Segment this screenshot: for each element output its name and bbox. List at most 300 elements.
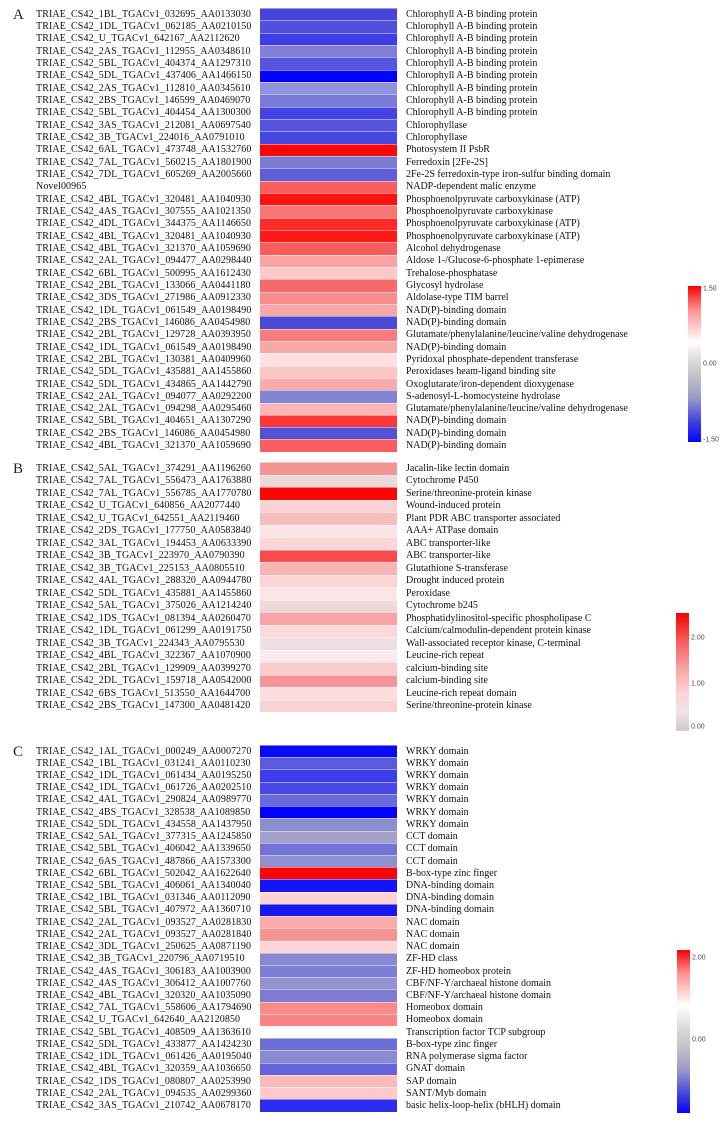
gene-id: TRIAE_CS42_7AL_TGACv1_556785_AA1770780 — [36, 487, 252, 499]
heatmap-cell — [260, 1002, 397, 1014]
heatmap-row — [0, 181, 724, 193]
heatmap-row — [0, 1026, 724, 1038]
heatmap-row — [0, 525, 724, 538]
heatmap-cell — [260, 500, 397, 513]
heatmap-row — [0, 193, 724, 205]
annotation-label: Serine/threonine-protein kinase — [406, 700, 532, 712]
heatmap-cell — [260, 687, 397, 700]
heatmap-cell — [260, 916, 397, 928]
heatmap-row — [0, 600, 724, 613]
heatmap-cell — [260, 612, 397, 625]
heatmap-row — [0, 475, 724, 488]
heatmap-row — [0, 855, 724, 867]
annotation-label: NAD(P)-binding domain — [406, 440, 507, 452]
colorbar-tick-label: 1.00 — [691, 680, 705, 688]
gene-id: TRIAE_CS42_3AS_TGACv1_210742_AA0678170 — [36, 1099, 251, 1111]
annotation-label: WRKY domain — [406, 745, 469, 757]
gene-id: TRIAE_CS42_5AL_TGACv1_375026_AA1214240 — [36, 600, 252, 612]
annotation-label: ABC transporter-like — [406, 537, 491, 549]
annotation-label: Leucine-rich repeat — [406, 650, 485, 662]
heatmap-cell — [260, 855, 397, 867]
heatmap-cell — [260, 575, 397, 588]
annotation-label: Peroxidase — [406, 587, 450, 599]
heatmap-row — [0, 625, 724, 638]
heatmap-cell — [260, 782, 397, 794]
heatmap-row — [0, 818, 724, 830]
gene-id: TRIAE_CS42_4BL_TGACv1_321370_AA1059690 — [36, 440, 251, 452]
heatmap-row — [0, 1014, 724, 1026]
annotation-label: CBF/NF-Y/archaeal histone domain — [406, 989, 551, 1001]
annotation-label: CCT domain — [406, 843, 458, 855]
gene-id: TRIAE_CS42_2AL_TGACv1_094535_AA0299360 — [36, 1087, 252, 1099]
gene-id: TRIAE_CS42_6AS_TGACv1_487866_AA1573300 — [36, 855, 251, 867]
colorbar-tick-label: 1.50 — [703, 285, 717, 293]
heatmap-row — [0, 403, 724, 415]
heatmap-row — [0, 879, 724, 891]
gene-id: TRIAE_CS42_2BL_TGACv1_133066_AA0441180 — [36, 279, 251, 291]
annotation-label: Calcium/calmodulin-dependent protein kinase — [406, 625, 591, 637]
gene-id: TRIAE_CS42_2DS_TGACv1_177750_AA0583840 — [36, 525, 251, 537]
gene-id: TRIAE_CS42_5DL_TGACv1_434558_AA1437950 — [36, 818, 252, 830]
heatmap-row — [0, 904, 724, 916]
heatmap-cell — [260, 1050, 397, 1062]
gene-id: TRIAE_CS42_7DL_TGACv1_605269_AA2005660 — [36, 168, 252, 180]
gene-id: TRIAE_CS42_5BL_TGACv1_404651_AA1307290 — [36, 415, 251, 427]
heatmap-cell — [260, 193, 397, 205]
annotation-label: NAD(P)-binding domain — [406, 304, 507, 316]
heatmap-row — [0, 989, 724, 1001]
heatmap-row — [0, 279, 724, 291]
heatmap-cell — [260, 1026, 397, 1038]
gene-id: TRIAE_CS42_7AL_TGACv1_558606_AA1794690 — [36, 1002, 252, 1014]
gene-id: TRIAE_CS42_5BL_TGACv1_404454_AA1300300 — [36, 107, 251, 119]
heatmap-row — [0, 304, 724, 316]
heatmap-cell — [260, 33, 397, 45]
heatmap-cell — [260, 131, 397, 143]
heatmap-row — [0, 977, 724, 989]
annotation-label: Homeobox domain — [406, 1002, 483, 1014]
heatmap-row — [0, 329, 724, 341]
heatmap-cell — [260, 831, 397, 843]
gene-id: TRIAE_CS42_3B_TGACv1_220796_AA0719510 — [36, 953, 245, 965]
gene-id: TRIAE_CS42_2AL_TGACv1_094477_AA0298440 — [36, 255, 252, 267]
gene-id: TRIAE_CS42_U_TGACv1_642551_AA2119460 — [36, 512, 240, 524]
annotation-label: 2Fe-2S ferredoxin-type iron-sulfur binding domain — [406, 168, 611, 180]
gene-id: TRIAE_CS42_1DL_TGACv1_061426_AA0195040 — [36, 1051, 252, 1063]
gene-id: TRIAE_CS42_5DL_TGACv1_437406_AA1466150 — [36, 70, 252, 82]
annotation-label: calcium-binding site — [406, 662, 488, 674]
colorbar-tick-label: 0.00 — [703, 360, 717, 368]
heatmap-cell — [260, 806, 397, 818]
heatmap-cell — [260, 637, 397, 650]
annotation-label: RNA polymerase sigma factor — [406, 1051, 528, 1063]
heatmap-row — [0, 20, 724, 32]
heatmap-cell — [260, 1075, 397, 1087]
heatmap-cell — [260, 20, 397, 32]
gene-id: TRIAE_CS42_4BL_TGACv1_320481_AA1040930 — [36, 230, 251, 242]
annotation-label: Homeobox domain — [406, 1014, 483, 1026]
gene-id: TRIAE_CS42_3B_TGACv1_224343_AA0795530 — [36, 637, 245, 649]
heatmap-cell — [260, 45, 397, 57]
annotation-label: Chlorophyllase — [406, 131, 468, 143]
gene-id: TRIAE_CS42_1DL_TGACv1_061299_AA0191750 — [36, 625, 252, 637]
annotation-label: Chlorophyll A-B binding protein — [406, 107, 538, 119]
heatmap-row — [0, 769, 724, 781]
heatmap-row — [0, 205, 724, 217]
heatmap-cell — [260, 475, 397, 488]
heatmap-cell — [260, 439, 397, 451]
heatmap-cell — [260, 1014, 397, 1026]
colorbar-tick-label: 0.00 — [692, 1036, 706, 1044]
annotation-label: CCT domain — [406, 831, 458, 843]
colorbar-A — [688, 285, 719, 444]
annotation-label: Chlorophyllase — [406, 119, 468, 131]
annotation-label: WRKY domain — [406, 770, 469, 782]
colorbar-B-gradient — [676, 613, 689, 731]
gene-id: TRIAE_CS42_2BL_TGACv1_129909_AA0399270 — [36, 662, 251, 674]
gene-id: TRIAE_CS42_2BL_TGACv1_130381_AA0409960 — [36, 353, 251, 365]
heatmap-row — [0, 537, 724, 550]
gene-id: TRIAE_CS42_1DL_TGACv1_061434_AA0195250 — [36, 770, 252, 782]
gene-id: TRIAE_CS42_6BL_TGACv1_502042_AA1622640 — [36, 867, 251, 879]
heatmap-cell — [260, 205, 397, 217]
panel-C-rows — [0, 745, 724, 1112]
gene-id: TRIAE_CS42_1AL_TGACv1_000249_AA0007270 — [36, 745, 252, 757]
heatmap-cell — [260, 745, 397, 757]
heatmap-row — [0, 218, 724, 230]
heatmap-cell — [260, 562, 397, 575]
gene-id: TRIAE_CS42_2DL_TGACv1_159718_AA0542000 — [36, 675, 252, 687]
annotation-label: CBF/NF-Y/archaeal histone domain — [406, 977, 551, 989]
gene-id: TRIAE_CS42_2AS_TGACv1_112810_AA0345610 — [36, 82, 251, 94]
annotation-label: Wound-induced protein — [406, 500, 501, 512]
heatmap-cell — [260, 794, 397, 806]
colorbar-C — [677, 950, 706, 1113]
gene-id: TRIAE_CS42_3DL_TGACv1_250625_AA0871190 — [36, 941, 252, 953]
heatmap-row — [0, 8, 724, 20]
heatmap-row — [0, 916, 724, 928]
annotation-label: NAC domain — [406, 928, 460, 940]
gene-id: TRIAE_CS42_4BS_TGACv1_328538_AA1089850 — [36, 806, 251, 818]
gene-id: TRIAE_CS42_7AL_TGACv1_556473_AA1763880 — [36, 475, 252, 487]
gene-id: TRIAE_CS42_2AL_TGACv1_094298_AA0295460 — [36, 403, 252, 415]
annotation-label: Leucine-rich repeat domain — [406, 687, 517, 699]
annotation-label: Chlorophyll A-B binding protein — [406, 45, 538, 57]
heatmap-cell — [260, 625, 397, 638]
heatmap-cell — [260, 304, 397, 316]
heatmap-row — [0, 144, 724, 156]
heatmap-cell — [260, 879, 397, 891]
annotation-label: Plant PDR ABC transporter associated — [406, 512, 561, 524]
heatmap-cell — [260, 390, 397, 402]
heatmap-row — [0, 700, 724, 713]
gene-id: TRIAE_CS42_1BL_TGACv1_031346_AA0112090 — [36, 892, 251, 904]
gene-id: TRIAE_CS42_5DL_TGACv1_435881_AA1455860 — [36, 587, 252, 599]
annotation-label: WRKY domain — [406, 794, 469, 806]
gene-id: TRIAE_CS42_3AL_TGACv1_194453_AA0633390 — [36, 537, 252, 549]
annotation-label: WRKY domain — [406, 806, 469, 818]
heatmap-cell — [260, 316, 397, 328]
heatmap-cell — [260, 267, 397, 279]
heatmap-cell — [260, 156, 397, 168]
annotation-label: DNA-binding domain — [406, 904, 495, 916]
heatmap-row — [0, 806, 724, 818]
heatmap-cell — [260, 989, 397, 1001]
panel-label-B: B — [13, 461, 24, 477]
heatmap-cell — [260, 867, 397, 879]
heatmap-cell — [260, 818, 397, 830]
heatmap-row — [0, 316, 724, 328]
heatmap-row — [0, 378, 724, 390]
heatmap-cell — [260, 892, 397, 904]
gene-id: TRIAE_CS42_2BS_TGACv1_146599_AA0469070 — [36, 94, 251, 106]
annotation-label: Chlorophyll A-B binding protein — [406, 82, 538, 94]
gene-id: TRIAE_CS42_4BL_TGACv1_320359_AA1036650 — [36, 1063, 251, 1075]
annotation-label: GNAT domain — [406, 1063, 465, 1075]
annotation-label: Oxoglutarate/iron-dependent dioxygenase — [406, 378, 574, 390]
annotation-label: Aldose 1-/Glucose-6-phosphate 1-epimerase — [406, 255, 585, 267]
heatmap-row — [0, 156, 724, 168]
gene-id: TRIAE_CS42_3DS_TGACv1_271986_AA0912330 — [36, 292, 251, 304]
annotation-label: Phosphoenolpyruvate carboxykinase (ATP) — [406, 193, 580, 205]
heatmap-row — [0, 1075, 724, 1087]
heatmap-cell — [260, 928, 397, 940]
annotation-label: ZF-HD class — [406, 953, 458, 965]
annotation-label: SANT/Myb domain — [406, 1087, 487, 1099]
heatmap-cell — [260, 168, 397, 180]
gene-id: TRIAE_CS42_7AL_TGACv1_560215_AA1801900 — [36, 156, 252, 168]
annotation-label: Chlorophyll A-B binding protein — [406, 70, 538, 82]
annotation-label: Photosystem II PsbR — [406, 144, 490, 156]
panel-label-C: C — [13, 744, 24, 760]
heatmap-cell — [260, 70, 397, 82]
heatmap-cell — [260, 181, 397, 193]
heatmap-cell — [260, 941, 397, 953]
heatmap-row — [0, 662, 724, 675]
heatmap-cell — [260, 403, 397, 415]
heatmap-row — [0, 427, 724, 439]
annotation-label: basic helix-loop-helix (bHLH) domain — [406, 1099, 561, 1111]
heatmap-row — [0, 500, 724, 513]
heatmap-row — [0, 94, 724, 106]
heatmap-row — [0, 353, 724, 365]
panel-C — [0, 745, 724, 1112]
heatmap-row — [0, 242, 724, 254]
heatmap-row — [0, 1050, 724, 1062]
heatmap-row — [0, 230, 724, 242]
gene-id: TRIAE_CS42_5BL_TGACv1_408509_AA1363610 — [36, 1026, 251, 1038]
gene-id: TRIAE_CS42_4BL_TGACv1_320481_AA1040930 — [36, 193, 251, 205]
annotation-label: Glycosyl hydrolase — [406, 279, 484, 291]
heatmap-row — [0, 562, 724, 575]
gene-id: TRIAE_CS42_3B_TGACv1_224016_AA0791010 — [36, 131, 245, 143]
heatmap-cell — [260, 1087, 397, 1099]
gene-id: TRIAE_CS42_4AL_TGACv1_290824_AA0989770 — [36, 794, 252, 806]
heatmap-cell — [260, 57, 397, 69]
annotation-label: WRKY domain — [406, 757, 469, 769]
heatmap-cell — [260, 537, 397, 550]
annotation-label: NAD(P)-binding domain — [406, 316, 507, 328]
gene-id: TRIAE_CS42_5AL_TGACv1_377315_AA1245850 — [36, 831, 252, 843]
heatmap-cell — [260, 230, 397, 242]
gene-id: TRIAE_CS42_5BL_TGACv1_404374_AA1297310 — [36, 57, 251, 69]
gene-id: TRIAE_CS42_1BL_TGACv1_032695_AA0133030 — [36, 8, 251, 20]
annotation-label: Glutathione S-transferase — [406, 562, 508, 574]
gene-id: TRIAE_CS42_3AS_TGACv1_212081_AA0697540 — [36, 119, 251, 131]
gene-id: TRIAE_CS42_5BL_TGACv1_406061_AA1340040 — [36, 880, 251, 892]
gene-id: TRIAE_CS42_2BL_TGACv1_129728_AA0393950 — [36, 329, 251, 341]
annotation-label: calcium-binding site — [406, 675, 488, 687]
annotation-label: NAD(P)-binding domain — [406, 341, 507, 353]
heatmap-cell — [260, 462, 397, 475]
heatmap-cell — [260, 144, 397, 156]
heatmap-row — [0, 512, 724, 525]
heatmap-cell — [260, 550, 397, 563]
heatmap-cell — [260, 700, 397, 713]
heatmap-row — [0, 82, 724, 94]
gene-id: TRIAE_CS42_1BL_TGACv1_031241_AA0110230 — [36, 757, 251, 769]
gene-id: TRIAE_CS42_U_TGACv1_640856_AA2077440 — [36, 500, 241, 512]
heatmap-row — [0, 1002, 724, 1014]
annotation-label: Cytochrome b245 — [406, 600, 478, 612]
gene-id: TRIAE_CS42_2AS_TGACv1_112955_AA0348610 — [36, 45, 251, 57]
annotation-label: Phosphatidylinositol-specific phospholipase C — [406, 612, 592, 624]
heatmap-cell — [260, 525, 397, 538]
annotation-label: Phosphoenolpyruvate carboxykinase — [406, 205, 553, 217]
annotation-label: DNA-binding domain — [406, 892, 495, 904]
gene-id: TRIAE_CS42_U_TGACv1_642640_AA2120850 — [36, 1014, 241, 1026]
gene-id: TRIAE_CS42_1DL_TGACv1_061549_AA0198490 — [36, 304, 252, 316]
heatmap-cell — [260, 94, 397, 106]
gene-id: TRIAE_CS42_1DL_TGACv1_061726_AA0202510 — [36, 782, 252, 794]
heatmap-cell — [260, 587, 397, 600]
heatmap-row — [0, 953, 724, 965]
heatmap-cell — [260, 675, 397, 688]
annotation-label: Transcription factor TCP subgroup — [406, 1026, 546, 1038]
annotation-label: ABC transporter-like — [406, 550, 491, 562]
annotation-label: SAP domain — [406, 1075, 457, 1087]
heatmap-row — [0, 415, 724, 427]
heatmap-row — [0, 168, 724, 180]
annotation-label: Pyridoxal phosphate-dependent transferase — [406, 353, 579, 365]
annotation-label: Serine/threonine-protein kinase — [406, 487, 532, 499]
heatmap-cell — [260, 415, 397, 427]
gene-id: TRIAE_CS42_3B_TGACv1_223970_AA0790390 — [36, 550, 245, 562]
panel-label-A: A — [13, 7, 24, 23]
heatmap-cell — [260, 487, 397, 500]
heatmap-cell — [260, 218, 397, 230]
gene-id: TRIAE_CS42_5AL_TGACv1_374291_AA1196260 — [36, 462, 252, 474]
annotation-label: CCT domain — [406, 855, 458, 867]
heatmap-row — [0, 487, 724, 500]
heatmap-row — [0, 341, 724, 353]
gene-id: TRIAE_CS42_1DL_TGACv1_062185_AA0210150 — [36, 20, 252, 32]
heatmap-row — [0, 33, 724, 45]
gene-id: TRIAE_CS42_3B_TGACv1_225153_AA0805510 — [36, 562, 245, 574]
annotation-label: Aldolase-type TIM barrel — [406, 292, 509, 304]
heatmap-cell — [260, 1063, 397, 1075]
annotation-label: Chlorophyll A-B binding protein — [406, 20, 538, 32]
heatmap-cell — [260, 843, 397, 855]
gene-id: TRIAE_CS42_2BS_TGACv1_146086_AA0454980 — [36, 427, 251, 439]
heatmap-row — [0, 757, 724, 769]
heatmap-cell — [260, 119, 397, 131]
annotation-label: NAC domain — [406, 916, 460, 928]
heatmap-row — [0, 462, 724, 475]
annotation-label: Phosphoenolpyruvate carboxykinase (ATP) — [406, 218, 580, 230]
heatmap-row — [0, 1038, 724, 1050]
annotation-label: NAD(P)-binding domain — [406, 427, 507, 439]
heatmap-row — [0, 131, 724, 143]
colorbar-A-gradient — [688, 286, 701, 442]
gene-id: TRIAE_CS42_5BL_TGACv1_406042_AA1339650 — [36, 843, 251, 855]
annotation-label: WRKY domain — [406, 818, 469, 830]
heatmap-cell — [260, 769, 397, 781]
heatmap-cell — [260, 341, 397, 353]
gene-id: TRIAE_CS42_6AL_TGACv1_473748_AA1532760 — [36, 144, 252, 156]
heatmap-row — [0, 366, 724, 378]
annotation-label: Drought induced protein — [406, 575, 505, 587]
heatmap-cell — [260, 353, 397, 365]
gene-id: TRIAE_CS42_4BL_TGACv1_321370_AA1059690 — [36, 242, 251, 254]
heatmap-row — [0, 843, 724, 855]
gene-id: TRIAE_CS42_6BS_TGACv1_513550_AA1644700 — [36, 687, 251, 699]
heatmap-row — [0, 45, 724, 57]
annotation-label: Cytochrome P450 — [406, 475, 479, 487]
heatmap-row — [0, 119, 724, 131]
colorbar-C-gradient — [677, 950, 690, 1113]
gene-id: TRIAE_CS42_1DS_TGACv1_080807_AA0253990 — [36, 1075, 251, 1087]
heatmap-row — [0, 575, 724, 588]
heatmap-row — [0, 612, 724, 625]
heatmap-cell — [260, 107, 397, 119]
heatmap-row — [0, 794, 724, 806]
annotation-label: Phosphoenolpyruvate carboxykinase (ATP) — [406, 230, 580, 242]
heatmap-row — [0, 550, 724, 563]
annotation-label: B-box-type zinc finger — [406, 1038, 498, 1050]
heatmap-row — [0, 941, 724, 953]
annotation-label: WRKY domain — [406, 782, 469, 794]
heatmap-cell — [260, 965, 397, 977]
heatmap-row — [0, 745, 724, 757]
gene-id: TRIAE_CS42_2AL_TGACv1_094077_AA0292200 — [36, 390, 252, 402]
gene-id: Novel00965 — [36, 181, 87, 193]
gene-id: TRIAE_CS42_5BL_TGACv1_407972_AA1360710 — [36, 904, 251, 916]
panel-A-rows — [0, 8, 724, 452]
heatmap-row — [0, 965, 724, 977]
heatmap-row — [0, 267, 724, 279]
heatmap-row — [0, 1063, 724, 1075]
gene-id: TRIAE_CS42_2AL_TGACv1_093527_AA0281830 — [36, 916, 252, 928]
heatmap-cell — [260, 904, 397, 916]
heatmap-cell — [260, 512, 397, 525]
gene-id: TRIAE_CS42_1DS_TGACv1_081394_AA0260470 — [36, 612, 251, 624]
heatmap-cell — [260, 600, 397, 613]
gene-id: TRIAE_CS42_5DL_TGACv1_434865_AA1442790 — [36, 378, 252, 390]
heatmap-row — [0, 687, 724, 700]
heatmap-row — [0, 57, 724, 69]
gene-id: TRIAE_CS42_1DL_TGACv1_061549_AA0198490 — [36, 341, 252, 353]
heatmap-cell — [260, 650, 397, 663]
heatmap-row — [0, 928, 724, 940]
annotation-label: ZF-HD homeobox protein — [406, 965, 511, 977]
panel-B-rows — [0, 462, 724, 712]
panel-B — [0, 462, 724, 712]
gene-id: TRIAE_CS42_6BL_TGACv1_500995_AA1612430 — [36, 267, 251, 279]
heatmap-row — [0, 782, 724, 794]
heatmap-row — [0, 255, 724, 267]
annotation-label: Chlorophyll A-B binding protein — [406, 33, 538, 45]
